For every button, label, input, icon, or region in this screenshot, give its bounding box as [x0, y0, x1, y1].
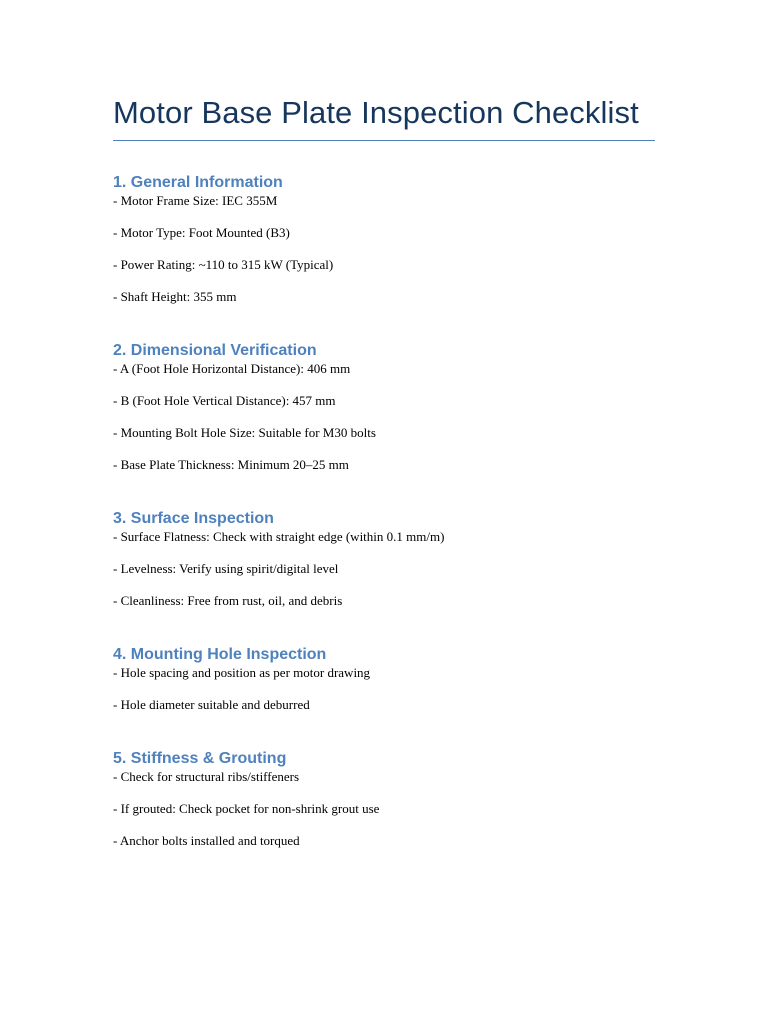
checklist-item: - Shaft Height: 355 mm — [113, 289, 237, 304]
checklist-item: - Anchor bolts installed and torqued — [113, 833, 300, 848]
checklist-items — [113, 665, 655, 713]
checklist-items — [113, 361, 655, 473]
checklist-item: - Cleanliness: Free from rust, oil, and debris — [113, 593, 343, 608]
checklist-item: - Surface Flatness: Check with straight edge (within 0.1 mm/m) — [113, 529, 445, 544]
document-page — [113, 94, 655, 849]
section-heading: 3. Surface Inspection — [113, 510, 274, 527]
checklist-item: - Motor Frame Size: IEC 355M — [113, 193, 278, 208]
checklist-items — [113, 193, 655, 305]
checklist-item: - B (Foot Hole Vertical Distance): 457 mm — [113, 393, 336, 408]
checklist-items — [113, 529, 655, 609]
checklist-item: - A (Foot Hole Horizontal Distance): 406 mm — [113, 361, 351, 376]
section-general-information — [113, 173, 655, 305]
section-heading: 4. Mounting Hole Inspection — [113, 646, 327, 663]
section-surface-inspection — [113, 509, 655, 609]
checklist-item: - Base Plate Thickness: Minimum 20–25 mm — [113, 457, 349, 472]
section-stiffness-grouting — [113, 749, 655, 849]
section-heading: 5. Stiffness & Grouting — [113, 750, 287, 767]
checklist-item: - Check for structural ribs/stiffeners — [113, 769, 300, 784]
checklist-items — [113, 769, 655, 849]
checklist-item: - Power Rating: ~110 to 315 kW (Typical) — [113, 257, 334, 272]
checklist-item: - Hole diameter suitable and deburred — [113, 697, 310, 712]
page-title: Motor Base Plate Inspection Checklist — [113, 94, 655, 141]
checklist-item: - Motor Type: Foot Mounted (B3) — [113, 225, 290, 240]
section-heading: 1. General Information — [113, 174, 283, 191]
section-mounting-hole-inspection — [113, 645, 655, 713]
checklist-item: - If grouted: Check pocket for non-shrink grout use — [113, 801, 380, 816]
checklist-item: - Hole spacing and position as per motor drawing — [113, 665, 371, 680]
checklist-item: - Mounting Bolt Hole Size: Suitable for M30 bolts — [113, 425, 376, 440]
checklist-item: - Levelness: Verify using spirit/digital level — [113, 561, 339, 576]
section-heading: 2. Dimensional Verification — [113, 342, 317, 359]
section-dimensional-verification — [113, 341, 655, 473]
